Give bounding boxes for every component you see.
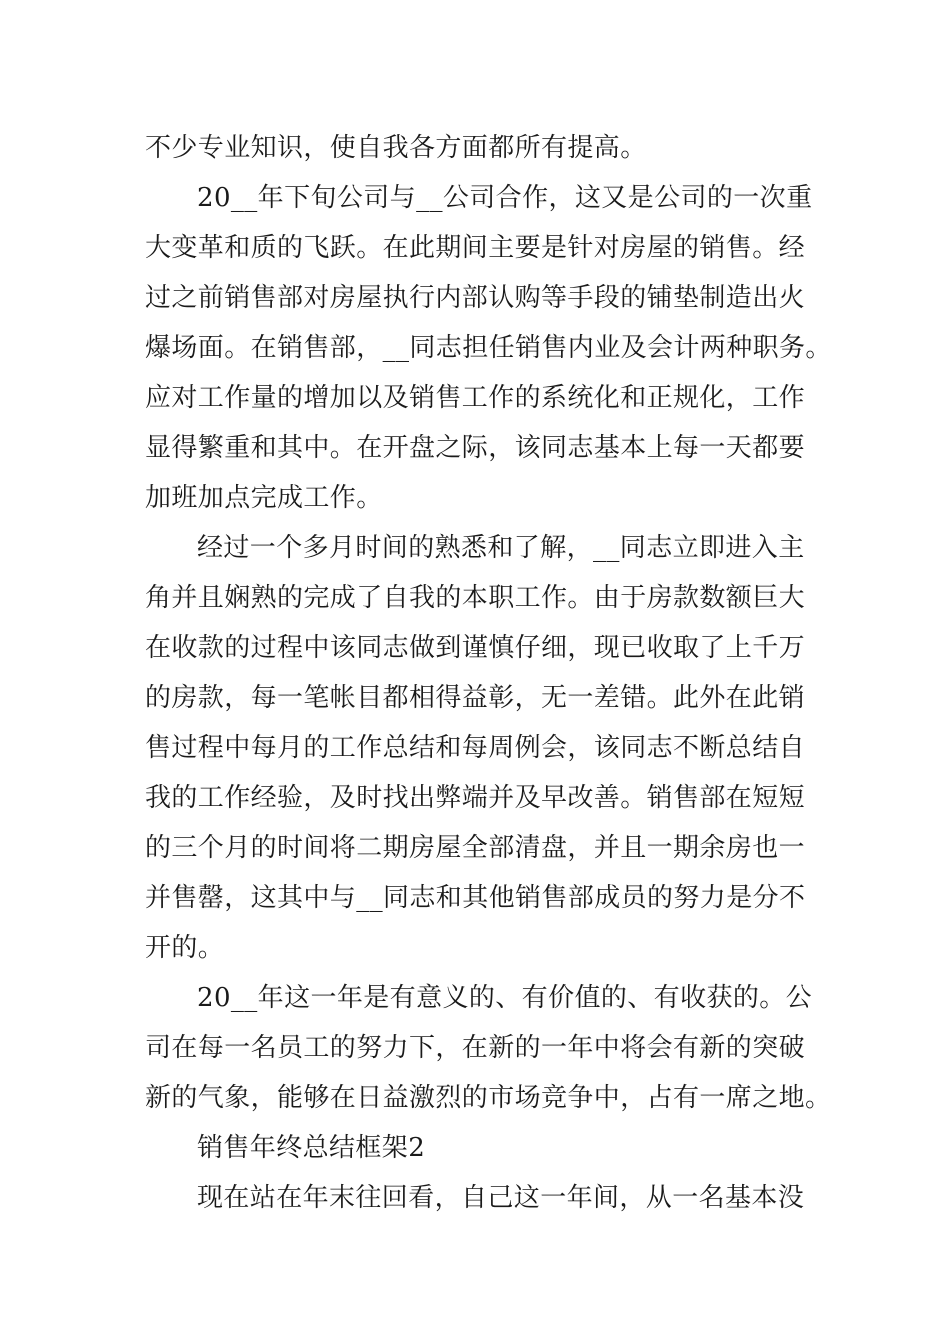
text-line: 在收款的过程中该同志做到谨慎仔细，现已收取了上千万: [145, 633, 806, 663]
text-line: 新的气象，能够在日益激烈的市场竞争中，占有一席之地。: [145, 1083, 832, 1113]
text-line: 的三个月的时间将二期房屋全部清盘，并且一期余房也一: [145, 833, 806, 863]
text-line: 爆场面。在销售部，__同志担任销售内业及会计两种职务。: [145, 333, 832, 363]
text-line: 加班加点完成工作。: [145, 483, 383, 513]
text-line: 显得繁重和其中。在开盘之际，该同志基本上每一天都要: [145, 433, 806, 463]
section-heading: 销售年终总结框架2: [197, 1133, 426, 1163]
text-line: 开的。: [145, 933, 225, 963]
text-line: 并售罄，这其中与__同志和其他销售部成员的努力是分不: [145, 883, 806, 913]
text-line: 我的工作经验，及时找出弊端并及早改善。销售部在短短: [145, 783, 806, 813]
paragraph-start-line: 经过一个多月时间的熟悉和了解，__同志立即进入主: [197, 533, 805, 563]
paragraph-start-line: 现在站在年末往回看，自己这一年间，从一名基本没: [197, 1183, 805, 1213]
paragraph-start-line: 20__年下旬公司与__公司合作，这又是公司的一次重: [197, 183, 813, 213]
text-line: 角并且娴熟的完成了自我的本职工作。由于房款数额巨大: [145, 583, 806, 613]
text-line: 过之前销售部对房屋执行内部认购等手段的铺垫制造出火: [145, 283, 806, 313]
text-line: 司在每一名员工的努力下，在新的一年中将会有新的突破: [145, 1033, 806, 1063]
paragraph-start-line: 20__年这一年是有意义的、有价值的、有收获的。公: [197, 983, 813, 1013]
text-line: 大变革和质的飞跃。在此期间主要是针对房屋的销售。经: [145, 233, 806, 263]
text-line: 售过程中每月的工作总结和每周例会，该同志不断总结自: [145, 733, 806, 763]
text-line: 不少专业知识，使自我各方面都所有提高。: [145, 133, 647, 163]
text-line: 的房款，每一笔帐目都相得益彰，无一差错。此外在此销: [145, 683, 806, 713]
text-line: 应对工作量的增加以及销售工作的系统化和正规化，工作: [145, 383, 806, 413]
